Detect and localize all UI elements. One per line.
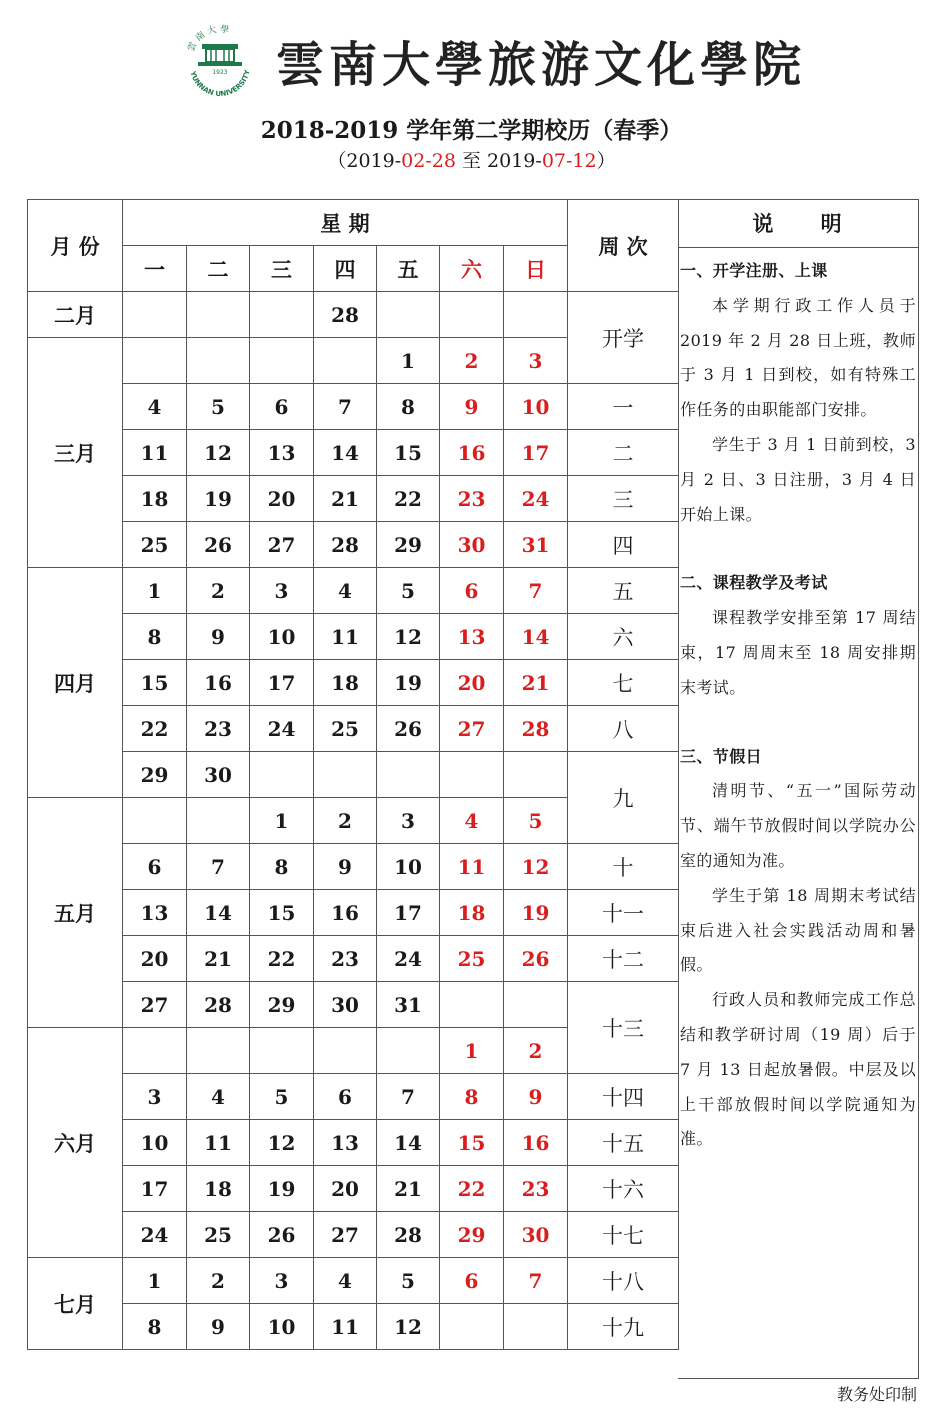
day-cell: 9 <box>187 1304 250 1350</box>
notes-paragraph: 课程教学安排至第 17 周结束，17 周周末至 18 周安排期末考试。 <box>680 608 916 697</box>
day-cell: 20 <box>440 660 504 706</box>
day-cell: 15 <box>440 1120 504 1166</box>
day-cell: 19 <box>187 476 250 522</box>
day-cell: 12 <box>250 1120 314 1166</box>
month-label: 二月 <box>28 292 123 338</box>
day-cell: 25 <box>440 936 504 982</box>
day-cell: 4 <box>440 798 504 844</box>
week-number-cell: 十四 <box>568 1074 679 1120</box>
day-cell: 31 <box>504 522 568 568</box>
day-cell <box>250 1028 314 1074</box>
day-cell: 24 <box>123 1212 187 1258</box>
day-cell: 6 <box>250 384 314 430</box>
day-cell <box>440 752 504 798</box>
day-cell: 3 <box>123 1074 187 1120</box>
day-cell: 10 <box>377 844 440 890</box>
day-cell: 5 <box>377 1258 440 1304</box>
day-cell: 30 <box>314 982 377 1028</box>
day-cell: 17 <box>250 660 314 706</box>
day-cell: 25 <box>314 706 377 752</box>
day-cell: 26 <box>187 522 250 568</box>
day-cell: 1 <box>377 338 440 384</box>
day-cell: 28 <box>187 982 250 1028</box>
week-row <box>28 1304 679 1350</box>
day-cell: 11 <box>440 844 504 890</box>
week-number-cell: 九 <box>568 752 679 844</box>
day-cell: 17 <box>504 430 568 476</box>
week-number-cell: 十一 <box>568 890 679 936</box>
day-cell: 10 <box>504 384 568 430</box>
day-cell: 2 <box>187 1258 250 1304</box>
day-cell: 10 <box>250 1304 314 1350</box>
notes-paragraph: 学生于第 18 周期末考试结束后进入社会实践活动周和暑假。 <box>680 885 916 975</box>
day-cell: 23 <box>504 1166 568 1212</box>
week-row <box>28 706 679 752</box>
day-cell <box>314 1028 377 1074</box>
logo-arc-text: 雲 南 大 學 <box>186 24 230 54</box>
day-cell: 3 <box>250 568 314 614</box>
day-cell: 5 <box>187 384 250 430</box>
week-row <box>28 522 679 568</box>
day-cell: 14 <box>187 890 250 936</box>
weekday-header: 五 <box>377 246 440 292</box>
week-row <box>28 292 679 338</box>
day-cell: 26 <box>504 936 568 982</box>
page-header <box>0 0 943 110</box>
week-row <box>28 568 679 614</box>
date-range-open: （2019- <box>327 150 402 172</box>
week-number-cell: 十七 <box>568 1212 679 1258</box>
week-number-cell: 三 <box>568 476 679 522</box>
day-cell: 16 <box>187 660 250 706</box>
day-cell: 9 <box>187 614 250 660</box>
day-cell: 13 <box>123 890 187 936</box>
day-cell: 24 <box>250 706 314 752</box>
week-number-cell: 开学 <box>568 292 679 384</box>
day-cell: 29 <box>377 522 440 568</box>
week-number-cell: 十三 <box>568 982 679 1074</box>
day-cell: 12 <box>504 844 568 890</box>
day-cell: 29 <box>123 752 187 798</box>
day-cell: 2 <box>504 1028 568 1074</box>
day-cell: 9 <box>440 384 504 430</box>
day-cell: 16 <box>440 430 504 476</box>
notes-section-heading: 一、开学注册、上课 <box>680 261 828 280</box>
notes-header: 说 明 <box>678 200 918 248</box>
date-range-mid: 至 2019- <box>455 150 542 172</box>
day-cell: 8 <box>123 1304 187 1350</box>
day-cell: 12 <box>377 1304 440 1350</box>
logo-year: 1923 <box>212 69 228 76</box>
day-cell: 3 <box>504 338 568 384</box>
day-cell: 19 <box>250 1166 314 1212</box>
day-cell: 8 <box>440 1074 504 1120</box>
day-cell: 7 <box>314 384 377 430</box>
week-number-cell: 十八 <box>568 1258 679 1304</box>
day-cell: 28 <box>314 292 377 338</box>
weekday-header: 三 <box>250 246 314 292</box>
day-cell: 28 <box>314 522 377 568</box>
day-cell: 26 <box>377 706 440 752</box>
day-cell: 21 <box>187 936 250 982</box>
day-cell: 21 <box>504 660 568 706</box>
week-row <box>28 430 679 476</box>
day-cell: 2 <box>314 798 377 844</box>
notes-panel <box>678 199 919 1379</box>
day-cell: 4 <box>123 384 187 430</box>
day-cell: 30 <box>440 522 504 568</box>
weekday-header: 一 <box>123 246 187 292</box>
day-cell: 27 <box>314 1212 377 1258</box>
week-number-cell: 七 <box>568 660 679 706</box>
week-row <box>28 1120 679 1166</box>
day-cell: 5 <box>250 1074 314 1120</box>
day-cell: 17 <box>377 890 440 936</box>
day-cell <box>314 752 377 798</box>
month-label: 五月 <box>28 798 123 1028</box>
day-cell: 11 <box>123 430 187 476</box>
day-cell <box>377 1028 440 1074</box>
day-cell: 31 <box>377 982 440 1028</box>
day-cell: 18 <box>187 1166 250 1212</box>
day-cell: 4 <box>187 1074 250 1120</box>
week-row <box>28 1258 679 1304</box>
day-cell: 11 <box>314 1304 377 1350</box>
week-number-cell: 六 <box>568 614 679 660</box>
day-cell: 4 <box>314 1258 377 1304</box>
week-number-cell: 十六 <box>568 1166 679 1212</box>
notes-section-heading: 三、节假日 <box>680 746 763 766</box>
day-cell: 27 <box>440 706 504 752</box>
day-cell <box>187 798 250 844</box>
day-cell: 30 <box>187 752 250 798</box>
day-cell: 27 <box>123 982 187 1028</box>
day-cell: 25 <box>123 522 187 568</box>
weekday-group-header: 星 期 <box>123 200 568 246</box>
week-number-cell: 十二 <box>568 936 679 982</box>
notes-paragraph: 行政人员和教师完成工作总结和教学研讨周（19 周）后于 7 月 13 日起放暑假。中层及以上干部放假时间以学院通知为准。 <box>680 990 916 1149</box>
day-cell: 21 <box>314 476 377 522</box>
day-cell: 15 <box>250 890 314 936</box>
day-cell: 7 <box>504 1258 568 1304</box>
date-range-start: 02-28 <box>401 150 456 172</box>
day-cell: 1 <box>123 1258 187 1304</box>
month-label: 七月 <box>28 1258 123 1350</box>
day-cell <box>377 292 440 338</box>
date-range-close: ） <box>596 150 616 172</box>
day-cell: 20 <box>250 476 314 522</box>
date-range <box>0 146 943 173</box>
day-cell: 14 <box>504 614 568 660</box>
week-row <box>28 476 679 522</box>
day-cell <box>504 1304 568 1350</box>
day-cell: 9 <box>314 844 377 890</box>
day-cell: 6 <box>440 1258 504 1304</box>
day-cell: 29 <box>440 1212 504 1258</box>
day-cell: 7 <box>504 568 568 614</box>
week-row <box>28 982 679 1028</box>
week-row <box>28 660 679 706</box>
day-cell: 29 <box>250 982 314 1028</box>
weekday-header: 日 <box>504 246 568 292</box>
weekday-header: 六 <box>440 246 504 292</box>
day-cell: 23 <box>440 476 504 522</box>
week-row <box>28 890 679 936</box>
notes-paragraph: 学生于 3 月 1 日前到校，3 月 2 日、3 日注册，3 月 4 日开始上课。 <box>680 434 916 524</box>
day-cell: 28 <box>377 1212 440 1258</box>
school-name: 雲南大學旅游文化學院 <box>276 37 807 93</box>
day-cell: 6 <box>440 568 504 614</box>
day-cell: 20 <box>314 1166 377 1212</box>
day-cell: 17 <box>123 1166 187 1212</box>
day-cell: 1 <box>123 568 187 614</box>
day-cell: 19 <box>377 660 440 706</box>
day-cell: 7 <box>187 844 250 890</box>
week-row <box>28 936 679 982</box>
day-cell: 22 <box>250 936 314 982</box>
day-cell: 7 <box>377 1074 440 1120</box>
day-cell: 8 <box>123 614 187 660</box>
day-cell <box>187 292 250 338</box>
week-row <box>28 614 679 660</box>
day-cell: 6 <box>123 844 187 890</box>
day-cell: 24 <box>504 476 568 522</box>
day-cell <box>123 798 187 844</box>
day-cell: 13 <box>440 614 504 660</box>
notes-section-heading: 二、课程教学及考试 <box>680 573 828 593</box>
university-logo-icon <box>180 16 260 96</box>
day-cell <box>123 1028 187 1074</box>
calendar-table <box>27 199 679 1350</box>
notes-paragraph: 清明节、“五一”国际劳动节、端午节放假时间以学院办公室的通知为准。 <box>680 781 916 870</box>
month-label: 三月 <box>28 338 123 568</box>
day-cell: 3 <box>250 1258 314 1304</box>
day-cell: 5 <box>377 568 440 614</box>
day-cell: 3 <box>377 798 440 844</box>
day-cell: 4 <box>314 568 377 614</box>
month-label: 六月 <box>28 1028 123 1258</box>
calendar-title: 2018-2019 学年第二学期校历（春季） <box>260 117 683 144</box>
day-cell <box>504 752 568 798</box>
day-cell: 9 <box>504 1074 568 1120</box>
day-cell: 16 <box>504 1120 568 1166</box>
day-cell <box>123 338 187 384</box>
day-cell: 18 <box>440 890 504 936</box>
day-cell: 18 <box>314 660 377 706</box>
day-cell: 11 <box>314 614 377 660</box>
week-number-cell: 一 <box>568 384 679 430</box>
day-cell: 22 <box>123 706 187 752</box>
week-number-cell: 十 <box>568 844 679 890</box>
day-cell <box>250 292 314 338</box>
day-cell: 24 <box>377 936 440 982</box>
month-label: 四月 <box>28 568 123 798</box>
day-cell: 28 <box>504 706 568 752</box>
weekday-header: 二 <box>187 246 250 292</box>
day-cell: 14 <box>377 1120 440 1166</box>
day-cell: 11 <box>187 1120 250 1166</box>
day-cell: 6 <box>314 1074 377 1120</box>
day-cell: 30 <box>504 1212 568 1258</box>
notes-body <box>678 248 918 1157</box>
day-cell: 23 <box>187 706 250 752</box>
day-cell: 15 <box>123 660 187 706</box>
logo-english-text: YUNNAN UNIVERSITY <box>188 69 252 96</box>
week-number-cell: 十九 <box>568 1304 679 1350</box>
week-row <box>28 384 679 430</box>
day-cell: 21 <box>377 1166 440 1212</box>
day-cell <box>314 338 377 384</box>
day-cell: 27 <box>250 522 314 568</box>
day-cell <box>504 292 568 338</box>
day-cell: 1 <box>250 798 314 844</box>
notes-paragraph: 本学期行政工作人员于 2019 年 2 月 28 日上班，教师于 3 月 1 日到校，如有特殊工作任务的由职能部门安排。 <box>680 295 916 420</box>
calendar-body <box>28 200 679 1350</box>
date-range-end: 07-12 <box>541 150 597 172</box>
week-number-cell: 五 <box>568 568 679 614</box>
day-cell: 2 <box>187 568 250 614</box>
day-cell: 10 <box>250 614 314 660</box>
notes-spacer <box>680 532 916 566</box>
month-column-header: 月 份 <box>28 200 123 292</box>
day-cell: 13 <box>250 430 314 476</box>
day-cell <box>440 292 504 338</box>
day-cell <box>187 1028 250 1074</box>
day-cell: 15 <box>377 430 440 476</box>
day-cell <box>187 338 250 384</box>
day-cell <box>123 292 187 338</box>
day-cell: 12 <box>377 614 440 660</box>
week-number-cell: 二 <box>568 430 679 476</box>
week-number-cell: 十五 <box>568 1120 679 1166</box>
day-cell: 22 <box>440 1166 504 1212</box>
day-cell <box>377 752 440 798</box>
footer-note: 教务处印制 <box>836 1385 917 1404</box>
day-cell <box>440 1304 504 1350</box>
day-cell <box>250 338 314 384</box>
week-row <box>28 1212 679 1258</box>
week-number-header: 周 次 <box>568 200 679 292</box>
week-row <box>28 1166 679 1212</box>
day-cell <box>250 752 314 798</box>
day-cell: 10 <box>123 1120 187 1166</box>
day-cell: 20 <box>123 936 187 982</box>
day-cell: 2 <box>440 338 504 384</box>
day-cell: 19 <box>504 890 568 936</box>
day-cell: 23 <box>314 936 377 982</box>
day-cell: 5 <box>504 798 568 844</box>
day-cell: 8 <box>250 844 314 890</box>
day-cell <box>440 982 504 1028</box>
day-cell: 14 <box>314 430 377 476</box>
day-cell: 18 <box>123 476 187 522</box>
day-cell: 1 <box>440 1028 504 1074</box>
week-row <box>28 752 679 798</box>
week-row <box>28 1074 679 1120</box>
day-cell: 16 <box>314 890 377 936</box>
day-cell: 25 <box>187 1212 250 1258</box>
week-number-cell: 四 <box>568 522 679 568</box>
weekday-header: 四 <box>314 246 377 292</box>
day-cell: 13 <box>314 1120 377 1166</box>
day-cell: 8 <box>377 384 440 430</box>
header-row <box>28 200 679 246</box>
day-cell: 12 <box>187 430 250 476</box>
day-cell <box>504 982 568 1028</box>
day-cell: 26 <box>250 1212 314 1258</box>
day-cell: 22 <box>377 476 440 522</box>
week-row <box>28 844 679 890</box>
week-number-cell: 八 <box>568 706 679 752</box>
notes-spacer <box>680 706 916 740</box>
